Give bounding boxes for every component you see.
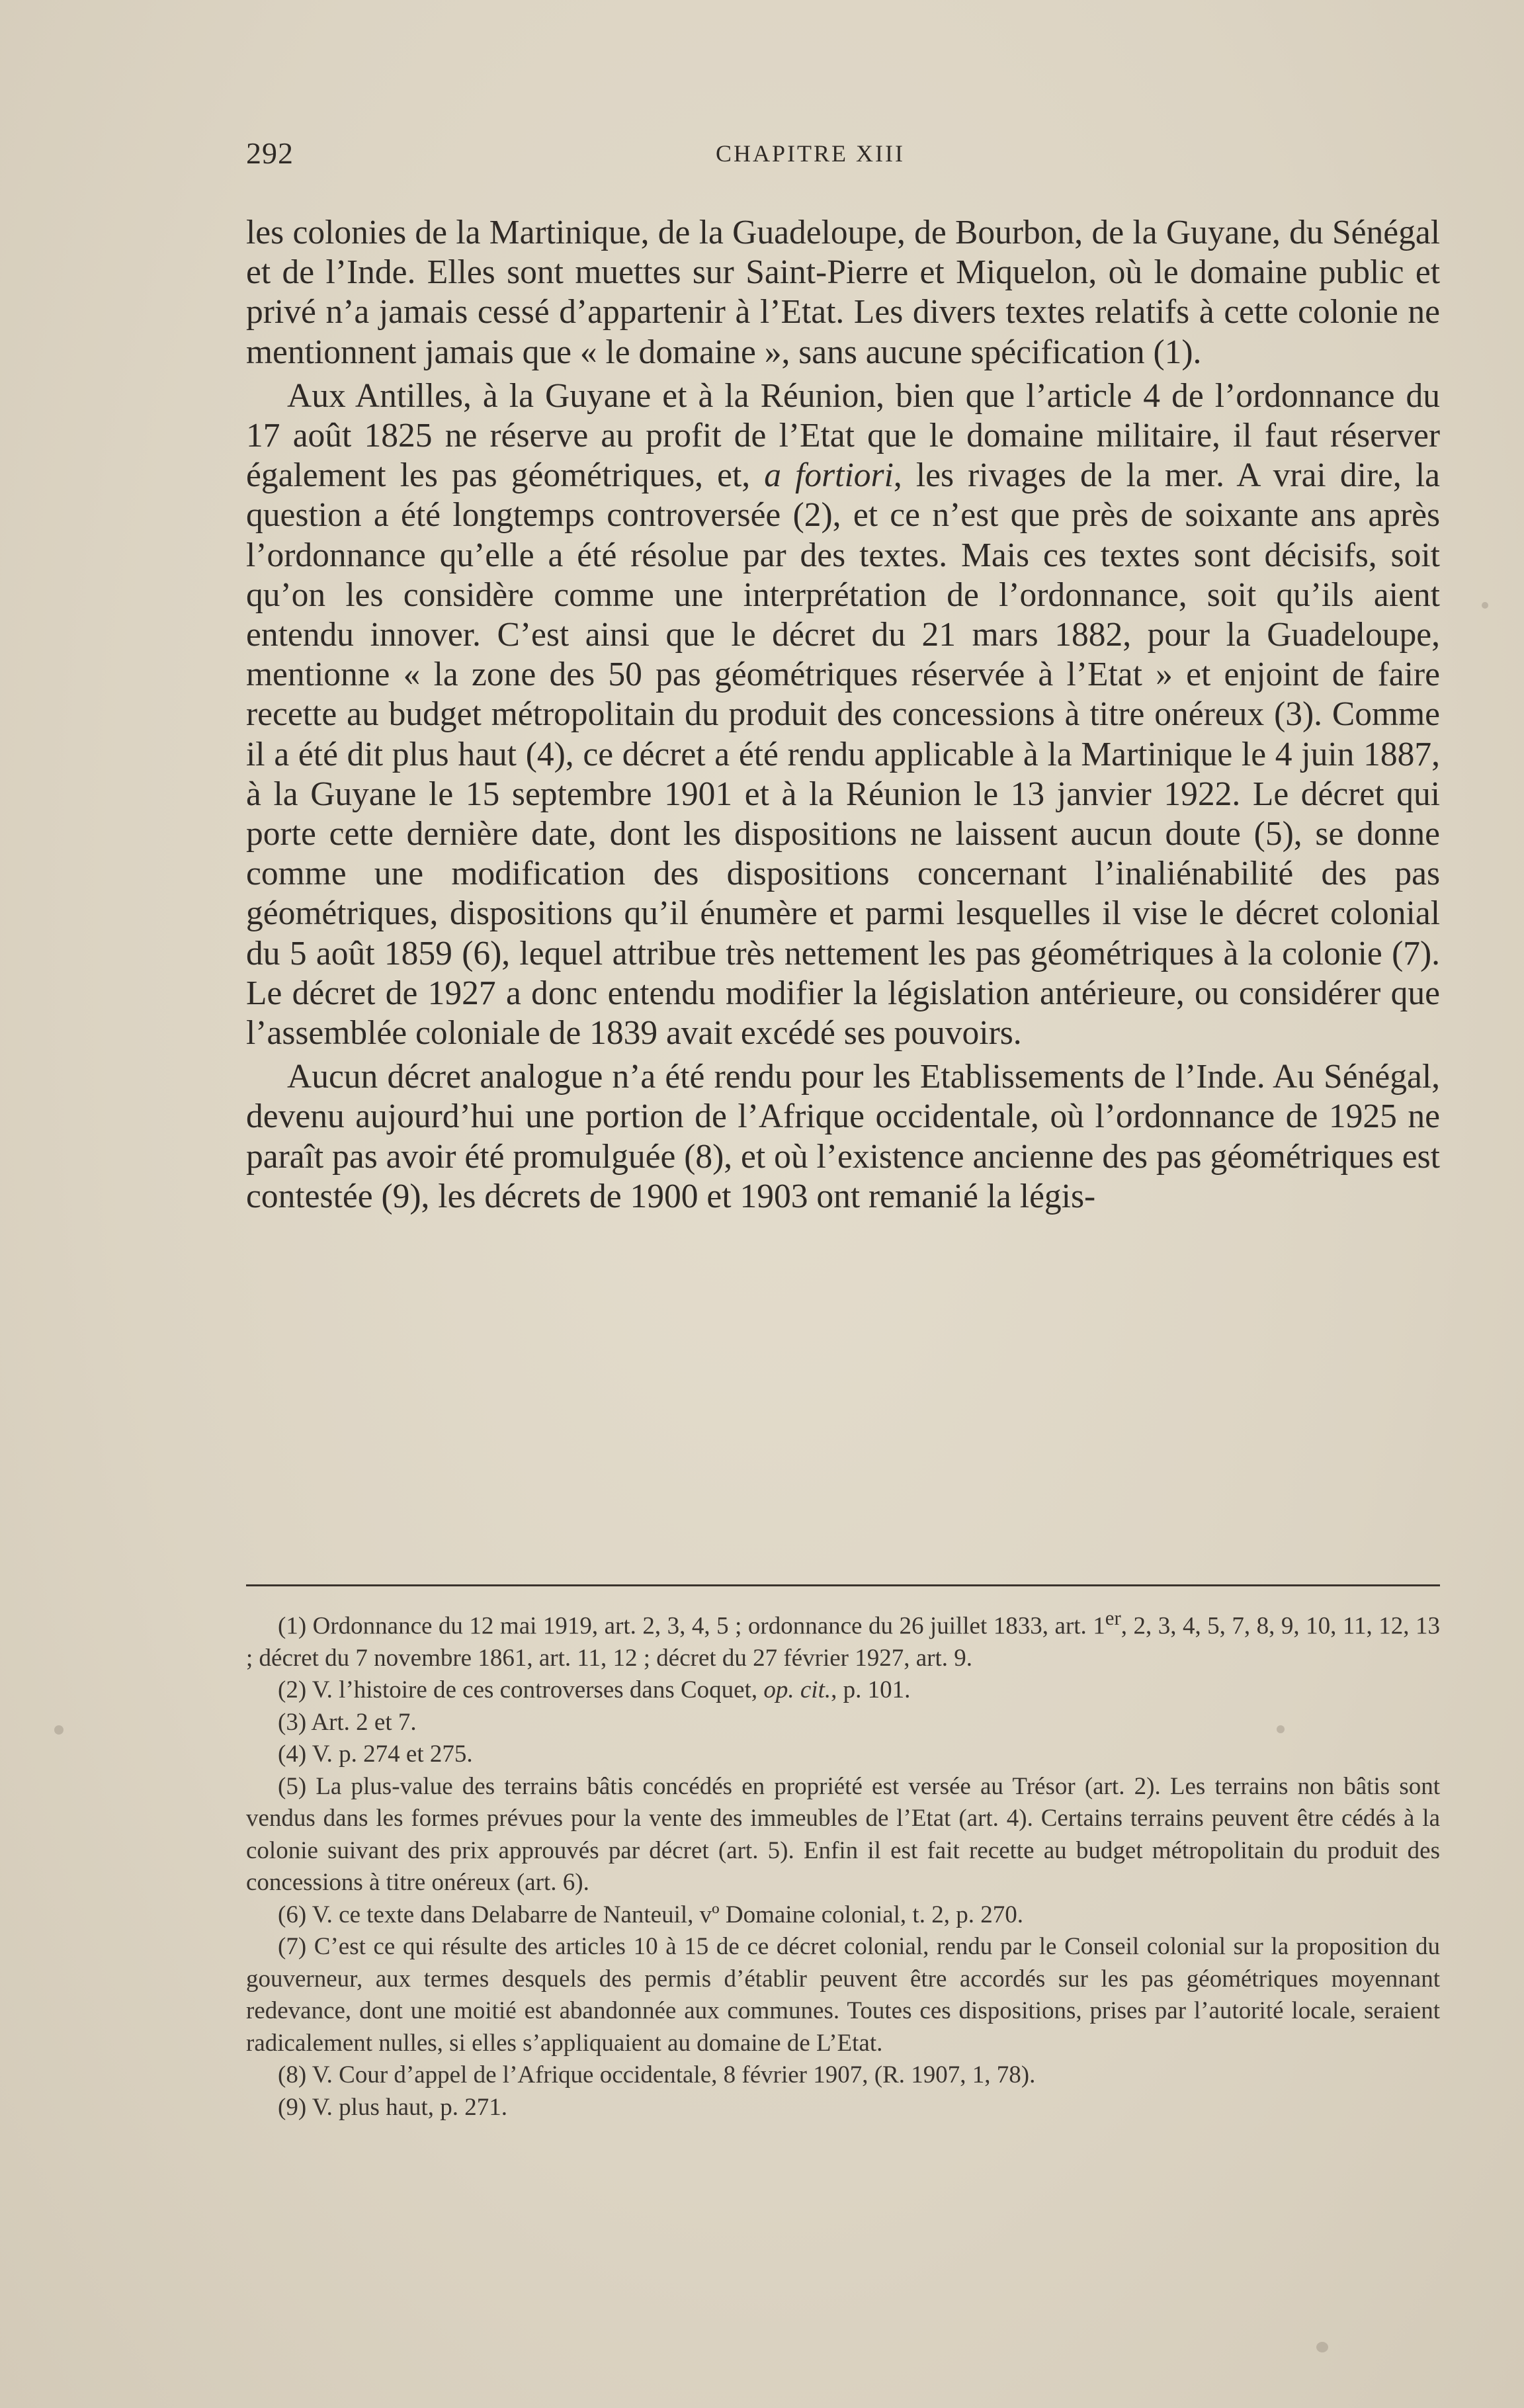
paper-speck <box>1277 1725 1285 1733</box>
footnote-2-part-a: (2) V. l’histoire de ces controverses dans Coquet, <box>278 1676 764 1704</box>
paper-speck <box>1316 2342 1328 2352</box>
footnote-1-part-b: , 2, 3, 4, 5, 7, 8, 9, 10, 11, 12, 13 ; décret du 7 novembre 1861, art. 11, 12 ; décret du 27 février 1927, art. 9. <box>246 1612 1440 1672</box>
footnote-5: (5) La plus-value des terrains bâtis concédés en propriété est versée au Trésor (art. 2). Les terrains non bâtis sont vendus dans les formes prévues pour la vente des immeubles de l’Etat (art. 4). Certains terrains peuvent être cédés à la colonie suivant des prix approuvés par décret (art. 5). Enfin il est fait recette au budget métropolitain du produit des concessions à titre onéreux (art. 6). <box>246 1772 1440 1897</box>
footnote-divider <box>246 1584 1440 1586</box>
footnote-6: (6) V. ce texte dans Delabarre de Nanteuil, vº Domaine colonial, t. 2, p. 270. <box>278 1901 1023 1928</box>
running-head: CHAPITRE XIII <box>716 140 905 167</box>
paragraph-2-part-a: Aux Antilles, à la Guyane et à la Réunion, bien que l’article 4 de l’ordonnance du 17 août 1825 ne réserve au profit de l’Etat que le domaine militaire, il faut réserver également les pas géométriques, et, <box>246 376 1440 495</box>
paragraph-2-part-b: , les rivages de la mer. A vrai dire, la question a été longtemps controversée (2), et ce n’est que près de soixante ans après l’ordonnance qu’elle a été résolue par des textes. Mais ces textes sont décisifs, soit qu’on les considère comme une interprétation de l’ordonnance, soit qu’ils aient entendu innover. C’est ainsi que le décret du 21 mars 1882, pour la Guadeloupe, mentionne « la zone des 50 pas géométriques réservée à l’Etat » et enjoint de faire recette au budget métropolitain du produit des concessions à titre onéreux (3). Comme il a été dit plus haut (4), ce décret a été rendu applicable à la Martinique le 4 juin 1887, à la Guyane le 15 septembre 1901 et à la Réunion le 13 janvier 1922. Le décret qui porte cette dernière date, dont les dispositions ne laissent aucun doute (5), se donne comme une modification des dispositions concernant l’inaliénabilité des pas géométriques, dispositions qu’il énumère et parmi lesquelles il vise le décret colonial du 5 août 1859 (6), lequel attribue très nettement les pas géométriques à la colonie (7). Le décret de 1927 a donc entendu modifier la législation antérieure, ou considérer que l’assemblée coloniale de 1839 avait excédé ses pouvoirs. <box>246 456 1441 1053</box>
paragraph-1: les colonies de la Martinique, de la Guadeloupe, de Bourbon, de la Guyane, du Sénégal et de l’Inde. Elles sont muettes sur Saint-Pierre et Miquelon, où le domaine public et privé n’a jamais cessé d’appartenir à l’Etat. Les divers textes relatifs à cette colonie ne mentionnent jamais que « le domaine », sans aucune spécification (1). <box>246 214 1440 371</box>
page-header <box>246 136 1438 175</box>
paragraph-2 <box>246 376 1440 1053</box>
paper-speck <box>1482 602 1488 609</box>
footnote-1-superscript: er <box>1105 1607 1121 1629</box>
footnote-4: (4) V. p. 274 et 275. <box>278 1741 473 1768</box>
paper-speck <box>54 1725 64 1735</box>
footnote-9: (9) V. plus haut, p. 271. <box>278 2093 508 2121</box>
footnote-7: (7) C’est ce qui résulte des articles 10 à 15 de ce décret colonial, rendu par le Conseil colonial sur la proposition du gouverneur, aux termes desquels des permis d’établir peuvent être accordés sur les pas géométriques moyennant redevance, dont une moitié est abandonnée aux communes. Toutes ces dispositions, prises par l’autorité locale, seraient radicalement nulles, si elles s’appliquaient au domaine de L’Etat. <box>246 1933 1440 2057</box>
footnote-2-emphasis: op. cit. <box>763 1676 831 1704</box>
footnote-1-part-a: (1) Ordonnance du 12 mai 1919, art. 2, 3, 4, 5 ; ordonnance du 26 juillet 1833, art. 1 <box>278 1612 1105 1640</box>
footnotes <box>246 1602 1440 2124</box>
paragraph-3: Aucun décret analogue n’a été rendu pour les Etablissements de l’Inde. Au Sénégal, devenu aujourd’hui une portion de l’Afrique occidentale, où l’ordonnance de 1925 ne paraît pas avoir été promulguée (8), et où l’existence ancienne des pas géométriques est contestée (9), les décrets de 1900 et 1903 ont remanié la légis- <box>246 1058 1440 1215</box>
footnote-2 <box>246 1674 1440 1707</box>
footnote-2-part-b: , p. 101. <box>831 1676 911 1704</box>
footnote-1 <box>246 1602 1440 1674</box>
page-number: 292 <box>246 136 294 170</box>
paragraph-2-emphasis: a fortiori <box>764 456 894 495</box>
body-text <box>246 213 1440 1217</box>
footnote-8: (8) V. Cour d’appel de l’Afrique occidentale, 8 février 1907, (R. 1907, 1, 78). <box>278 2061 1036 2089</box>
footnote-3: (3) Art. 2 et 7. <box>278 1708 417 1736</box>
